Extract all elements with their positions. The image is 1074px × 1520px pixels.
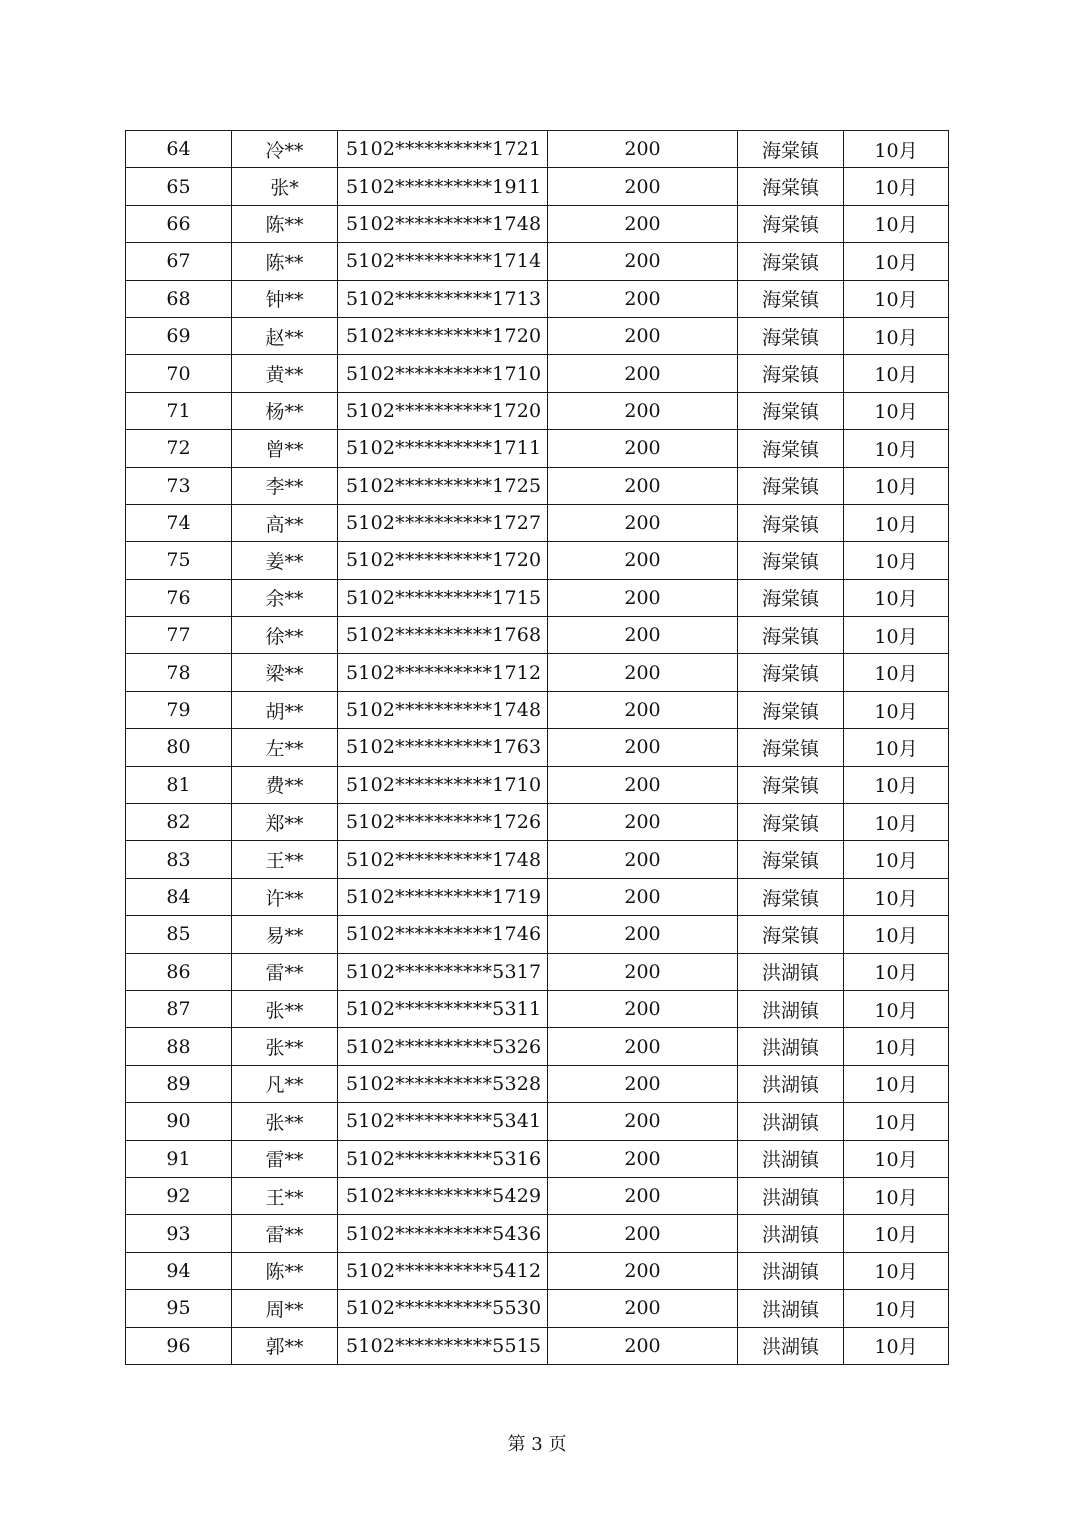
amount-cell: 200 bbox=[548, 1252, 738, 1289]
amount-cell: 200 bbox=[548, 280, 738, 317]
town-cell: 洪湖镇 bbox=[738, 1215, 844, 1252]
id-number-cell: 5102**********5429 bbox=[338, 1177, 548, 1214]
amount-cell: 200 bbox=[548, 1177, 738, 1214]
month-cell: 10月 bbox=[844, 729, 949, 766]
amount-cell: 200 bbox=[548, 430, 738, 467]
id-number-cell: 5102**********5326 bbox=[338, 1028, 548, 1065]
person-name-cell: 费** bbox=[232, 766, 338, 803]
table-row bbox=[126, 691, 949, 728]
row-number-cell: 87 bbox=[126, 990, 232, 1027]
month-cell: 10月 bbox=[844, 1290, 949, 1327]
amount-cell: 200 bbox=[548, 1065, 738, 1102]
month-cell: 10月 bbox=[844, 1177, 949, 1214]
id-number-cell: 5102**********1725 bbox=[338, 467, 548, 504]
town-cell: 洪湖镇 bbox=[738, 953, 844, 990]
row-number-cell: 75 bbox=[126, 542, 232, 579]
month-cell: 10月 bbox=[844, 205, 949, 242]
row-number-cell: 90 bbox=[126, 1103, 232, 1140]
person-name-cell: 张* bbox=[232, 168, 338, 205]
town-cell: 海棠镇 bbox=[738, 654, 844, 691]
town-cell: 海棠镇 bbox=[738, 243, 844, 280]
row-number-cell: 68 bbox=[126, 280, 232, 317]
id-number-cell: 5102**********1746 bbox=[338, 916, 548, 953]
month-cell: 10月 bbox=[844, 243, 949, 280]
month-cell: 10月 bbox=[844, 841, 949, 878]
month-cell: 10月 bbox=[844, 579, 949, 616]
table-row bbox=[126, 916, 949, 953]
id-number-cell: 5102**********5341 bbox=[338, 1103, 548, 1140]
person-name-cell: 雷** bbox=[232, 1140, 338, 1177]
table-row bbox=[126, 1215, 949, 1252]
person-name-cell: 陈** bbox=[232, 205, 338, 242]
table-row bbox=[126, 430, 949, 467]
amount-cell: 200 bbox=[548, 131, 738, 168]
amount-cell: 200 bbox=[548, 953, 738, 990]
id-number-cell: 5102**********1711 bbox=[338, 430, 548, 467]
person-name-cell: 王** bbox=[232, 841, 338, 878]
month-cell: 10月 bbox=[844, 280, 949, 317]
amount-cell: 200 bbox=[548, 878, 738, 915]
table-row bbox=[126, 168, 949, 205]
person-name-cell: 梁** bbox=[232, 654, 338, 691]
amount-cell: 200 bbox=[548, 1140, 738, 1177]
month-cell: 10月 bbox=[844, 804, 949, 841]
town-cell: 洪湖镇 bbox=[738, 1252, 844, 1289]
month-cell: 10月 bbox=[844, 654, 949, 691]
person-name-cell: 左** bbox=[232, 729, 338, 766]
month-cell: 10月 bbox=[844, 355, 949, 392]
amount-cell: 200 bbox=[548, 804, 738, 841]
town-cell: 海棠镇 bbox=[738, 841, 844, 878]
row-number-cell: 93 bbox=[126, 1215, 232, 1252]
row-number-cell: 72 bbox=[126, 430, 232, 467]
town-cell: 洪湖镇 bbox=[738, 1327, 844, 1364]
row-number-cell: 79 bbox=[126, 691, 232, 728]
row-number-cell: 81 bbox=[126, 766, 232, 803]
month-cell: 10月 bbox=[844, 131, 949, 168]
town-cell: 海棠镇 bbox=[738, 131, 844, 168]
month-cell: 10月 bbox=[844, 1028, 949, 1065]
table-row bbox=[126, 542, 949, 579]
person-name-cell: 陈** bbox=[232, 1252, 338, 1289]
month-cell: 10月 bbox=[844, 1140, 949, 1177]
roster-table bbox=[125, 130, 949, 1365]
month-cell: 10月 bbox=[844, 990, 949, 1027]
id-number-cell: 5102**********1719 bbox=[338, 878, 548, 915]
person-name-cell: 黄** bbox=[232, 355, 338, 392]
town-cell: 海棠镇 bbox=[738, 579, 844, 616]
person-name-cell: 曾** bbox=[232, 430, 338, 467]
row-number-cell: 73 bbox=[126, 467, 232, 504]
table-row bbox=[126, 1103, 949, 1140]
person-name-cell: 张** bbox=[232, 990, 338, 1027]
row-number-cell: 89 bbox=[126, 1065, 232, 1102]
person-name-cell: 李** bbox=[232, 467, 338, 504]
amount-cell: 200 bbox=[548, 504, 738, 541]
month-cell: 10月 bbox=[844, 317, 949, 354]
row-number-cell: 91 bbox=[126, 1140, 232, 1177]
town-cell: 海棠镇 bbox=[738, 430, 844, 467]
amount-cell: 200 bbox=[548, 1290, 738, 1327]
id-number-cell: 5102**********5530 bbox=[338, 1290, 548, 1327]
person-name-cell: 高** bbox=[232, 504, 338, 541]
month-cell: 10月 bbox=[844, 953, 949, 990]
id-number-cell: 5102**********1710 bbox=[338, 766, 548, 803]
id-number-cell: 5102**********5412 bbox=[338, 1252, 548, 1289]
id-number-cell: 5102**********5311 bbox=[338, 990, 548, 1027]
table-row bbox=[126, 392, 949, 429]
town-cell: 海棠镇 bbox=[738, 392, 844, 429]
row-number-cell: 76 bbox=[126, 579, 232, 616]
month-cell: 10月 bbox=[844, 766, 949, 803]
amount-cell: 200 bbox=[548, 916, 738, 953]
amount-cell: 200 bbox=[548, 729, 738, 766]
month-cell: 10月 bbox=[844, 1327, 949, 1364]
town-cell: 海棠镇 bbox=[738, 467, 844, 504]
month-cell: 10月 bbox=[844, 168, 949, 205]
id-number-cell: 5102**********1710 bbox=[338, 355, 548, 392]
month-cell: 10月 bbox=[844, 916, 949, 953]
town-cell: 洪湖镇 bbox=[738, 990, 844, 1027]
town-cell: 洪湖镇 bbox=[738, 1177, 844, 1214]
id-number-cell: 5102**********5317 bbox=[338, 953, 548, 990]
amount-cell: 200 bbox=[548, 691, 738, 728]
table-row bbox=[126, 1065, 949, 1102]
amount-cell: 200 bbox=[548, 392, 738, 429]
table-row bbox=[126, 1140, 949, 1177]
amount-cell: 200 bbox=[548, 243, 738, 280]
amount-cell: 200 bbox=[548, 168, 738, 205]
row-number-cell: 94 bbox=[126, 1252, 232, 1289]
id-number-cell: 5102**********1712 bbox=[338, 654, 548, 691]
amount-cell: 200 bbox=[548, 841, 738, 878]
id-number-cell: 5102**********1720 bbox=[338, 392, 548, 429]
person-name-cell: 凡** bbox=[232, 1065, 338, 1102]
row-number-cell: 69 bbox=[126, 317, 232, 354]
table-row bbox=[126, 504, 949, 541]
amount-cell: 200 bbox=[548, 205, 738, 242]
amount-cell: 200 bbox=[548, 355, 738, 392]
amount-cell: 200 bbox=[548, 1327, 738, 1364]
person-name-cell: 赵** bbox=[232, 317, 338, 354]
month-cell: 10月 bbox=[844, 878, 949, 915]
row-number-cell: 80 bbox=[126, 729, 232, 766]
row-number-cell: 78 bbox=[126, 654, 232, 691]
row-number-cell: 77 bbox=[126, 617, 232, 654]
town-cell: 海棠镇 bbox=[738, 878, 844, 915]
table-row bbox=[126, 729, 949, 766]
page-number: 第 3 页 bbox=[507, 1434, 567, 1455]
person-name-cell: 姜** bbox=[232, 542, 338, 579]
person-name-cell: 胡** bbox=[232, 691, 338, 728]
table-row bbox=[126, 1252, 949, 1289]
person-name-cell: 张** bbox=[232, 1103, 338, 1140]
person-name-cell: 周** bbox=[232, 1290, 338, 1327]
town-cell: 洪湖镇 bbox=[738, 1140, 844, 1177]
person-name-cell: 冷** bbox=[232, 131, 338, 168]
person-name-cell: 王** bbox=[232, 1177, 338, 1214]
amount-cell: 200 bbox=[548, 579, 738, 616]
id-number-cell: 5102**********1714 bbox=[338, 243, 548, 280]
town-cell: 海棠镇 bbox=[738, 916, 844, 953]
town-cell: 洪湖镇 bbox=[738, 1103, 844, 1140]
amount-cell: 200 bbox=[548, 1103, 738, 1140]
table-row bbox=[126, 1290, 949, 1327]
row-number-cell: 65 bbox=[126, 168, 232, 205]
month-cell: 10月 bbox=[844, 430, 949, 467]
id-number-cell: 5102**********1727 bbox=[338, 504, 548, 541]
table-row bbox=[126, 766, 949, 803]
town-cell: 海棠镇 bbox=[738, 729, 844, 766]
amount-cell: 200 bbox=[548, 654, 738, 691]
month-cell: 10月 bbox=[844, 691, 949, 728]
row-number-cell: 70 bbox=[126, 355, 232, 392]
town-cell: 海棠镇 bbox=[738, 691, 844, 728]
month-cell: 10月 bbox=[844, 467, 949, 504]
id-number-cell: 5102**********1720 bbox=[338, 317, 548, 354]
town-cell: 海棠镇 bbox=[738, 355, 844, 392]
id-number-cell: 5102**********5316 bbox=[338, 1140, 548, 1177]
table-row bbox=[126, 841, 949, 878]
table-row bbox=[126, 617, 949, 654]
id-number-cell: 5102**********1748 bbox=[338, 205, 548, 242]
table-row bbox=[126, 131, 949, 168]
row-number-cell: 71 bbox=[126, 392, 232, 429]
table-row bbox=[126, 205, 949, 242]
person-name-cell: 杨** bbox=[232, 392, 338, 429]
person-name-cell: 郭** bbox=[232, 1327, 338, 1364]
id-number-cell: 5102**********1715 bbox=[338, 579, 548, 616]
town-cell: 海棠镇 bbox=[738, 317, 844, 354]
table-row bbox=[126, 990, 949, 1027]
month-cell: 10月 bbox=[844, 392, 949, 429]
row-number-cell: 95 bbox=[126, 1290, 232, 1327]
person-name-cell: 易** bbox=[232, 916, 338, 953]
id-number-cell: 5102**********1748 bbox=[338, 841, 548, 878]
id-number-cell: 5102**********5515 bbox=[338, 1327, 548, 1364]
row-number-cell: 66 bbox=[126, 205, 232, 242]
table-row bbox=[126, 1327, 949, 1364]
person-name-cell: 钟** bbox=[232, 280, 338, 317]
table-row bbox=[126, 355, 949, 392]
month-cell: 10月 bbox=[844, 1215, 949, 1252]
table-row bbox=[126, 243, 949, 280]
person-name-cell: 雷** bbox=[232, 1215, 338, 1252]
amount-cell: 200 bbox=[548, 317, 738, 354]
town-cell: 海棠镇 bbox=[738, 280, 844, 317]
id-number-cell: 5102**********1713 bbox=[338, 280, 548, 317]
id-number-cell: 5102**********1748 bbox=[338, 691, 548, 728]
id-number-cell: 5102**********5328 bbox=[338, 1065, 548, 1102]
amount-cell: 200 bbox=[548, 1215, 738, 1252]
row-number-cell: 84 bbox=[126, 878, 232, 915]
amount-cell: 200 bbox=[548, 542, 738, 579]
town-cell: 海棠镇 bbox=[738, 504, 844, 541]
month-cell: 10月 bbox=[844, 1065, 949, 1102]
amount-cell: 200 bbox=[548, 617, 738, 654]
amount-cell: 200 bbox=[548, 990, 738, 1027]
town-cell: 海棠镇 bbox=[738, 168, 844, 205]
row-number-cell: 74 bbox=[126, 504, 232, 541]
month-cell: 10月 bbox=[844, 617, 949, 654]
town-cell: 洪湖镇 bbox=[738, 1028, 844, 1065]
amount-cell: 200 bbox=[548, 1028, 738, 1065]
id-number-cell: 5102**********1720 bbox=[338, 542, 548, 579]
row-number-cell: 96 bbox=[126, 1327, 232, 1364]
table-row bbox=[126, 878, 949, 915]
month-cell: 10月 bbox=[844, 1103, 949, 1140]
person-name-cell: 雷** bbox=[232, 953, 338, 990]
person-name-cell: 许** bbox=[232, 878, 338, 915]
id-number-cell: 5102**********1768 bbox=[338, 617, 548, 654]
row-number-cell: 92 bbox=[126, 1177, 232, 1214]
id-number-cell: 5102**********1911 bbox=[338, 168, 548, 205]
table-row bbox=[126, 654, 949, 691]
town-cell: 海棠镇 bbox=[738, 542, 844, 579]
person-name-cell: 郑** bbox=[232, 804, 338, 841]
amount-cell: 200 bbox=[548, 766, 738, 803]
table-row bbox=[126, 579, 949, 616]
month-cell: 10月 bbox=[844, 1252, 949, 1289]
id-number-cell: 5102**********1763 bbox=[338, 729, 548, 766]
row-number-cell: 86 bbox=[126, 953, 232, 990]
table-row bbox=[126, 1028, 949, 1065]
person-name-cell: 徐** bbox=[232, 617, 338, 654]
town-cell: 海棠镇 bbox=[738, 766, 844, 803]
row-number-cell: 88 bbox=[126, 1028, 232, 1065]
table-row bbox=[126, 467, 949, 504]
person-name-cell: 张** bbox=[232, 1028, 338, 1065]
town-cell: 洪湖镇 bbox=[738, 1290, 844, 1327]
table-row bbox=[126, 953, 949, 990]
table-row bbox=[126, 804, 949, 841]
id-number-cell: 5102**********1721 bbox=[338, 131, 548, 168]
town-cell: 海棠镇 bbox=[738, 804, 844, 841]
roster-body bbox=[126, 131, 949, 1365]
month-cell: 10月 bbox=[844, 542, 949, 579]
table-row bbox=[126, 1177, 949, 1214]
month-cell: 10月 bbox=[844, 504, 949, 541]
amount-cell: 200 bbox=[548, 467, 738, 504]
person-name-cell: 余** bbox=[232, 579, 338, 616]
id-number-cell: 5102**********1726 bbox=[338, 804, 548, 841]
row-number-cell: 85 bbox=[126, 916, 232, 953]
table-row bbox=[126, 317, 949, 354]
row-number-cell: 83 bbox=[126, 841, 232, 878]
town-cell: 洪湖镇 bbox=[738, 1065, 844, 1102]
row-number-cell: 67 bbox=[126, 243, 232, 280]
id-number-cell: 5102**********5436 bbox=[338, 1215, 548, 1252]
row-number-cell: 64 bbox=[126, 131, 232, 168]
person-name-cell: 陈** bbox=[232, 243, 338, 280]
row-number-cell: 82 bbox=[126, 804, 232, 841]
town-cell: 海棠镇 bbox=[738, 205, 844, 242]
town-cell: 海棠镇 bbox=[738, 617, 844, 654]
table-row bbox=[126, 280, 949, 317]
